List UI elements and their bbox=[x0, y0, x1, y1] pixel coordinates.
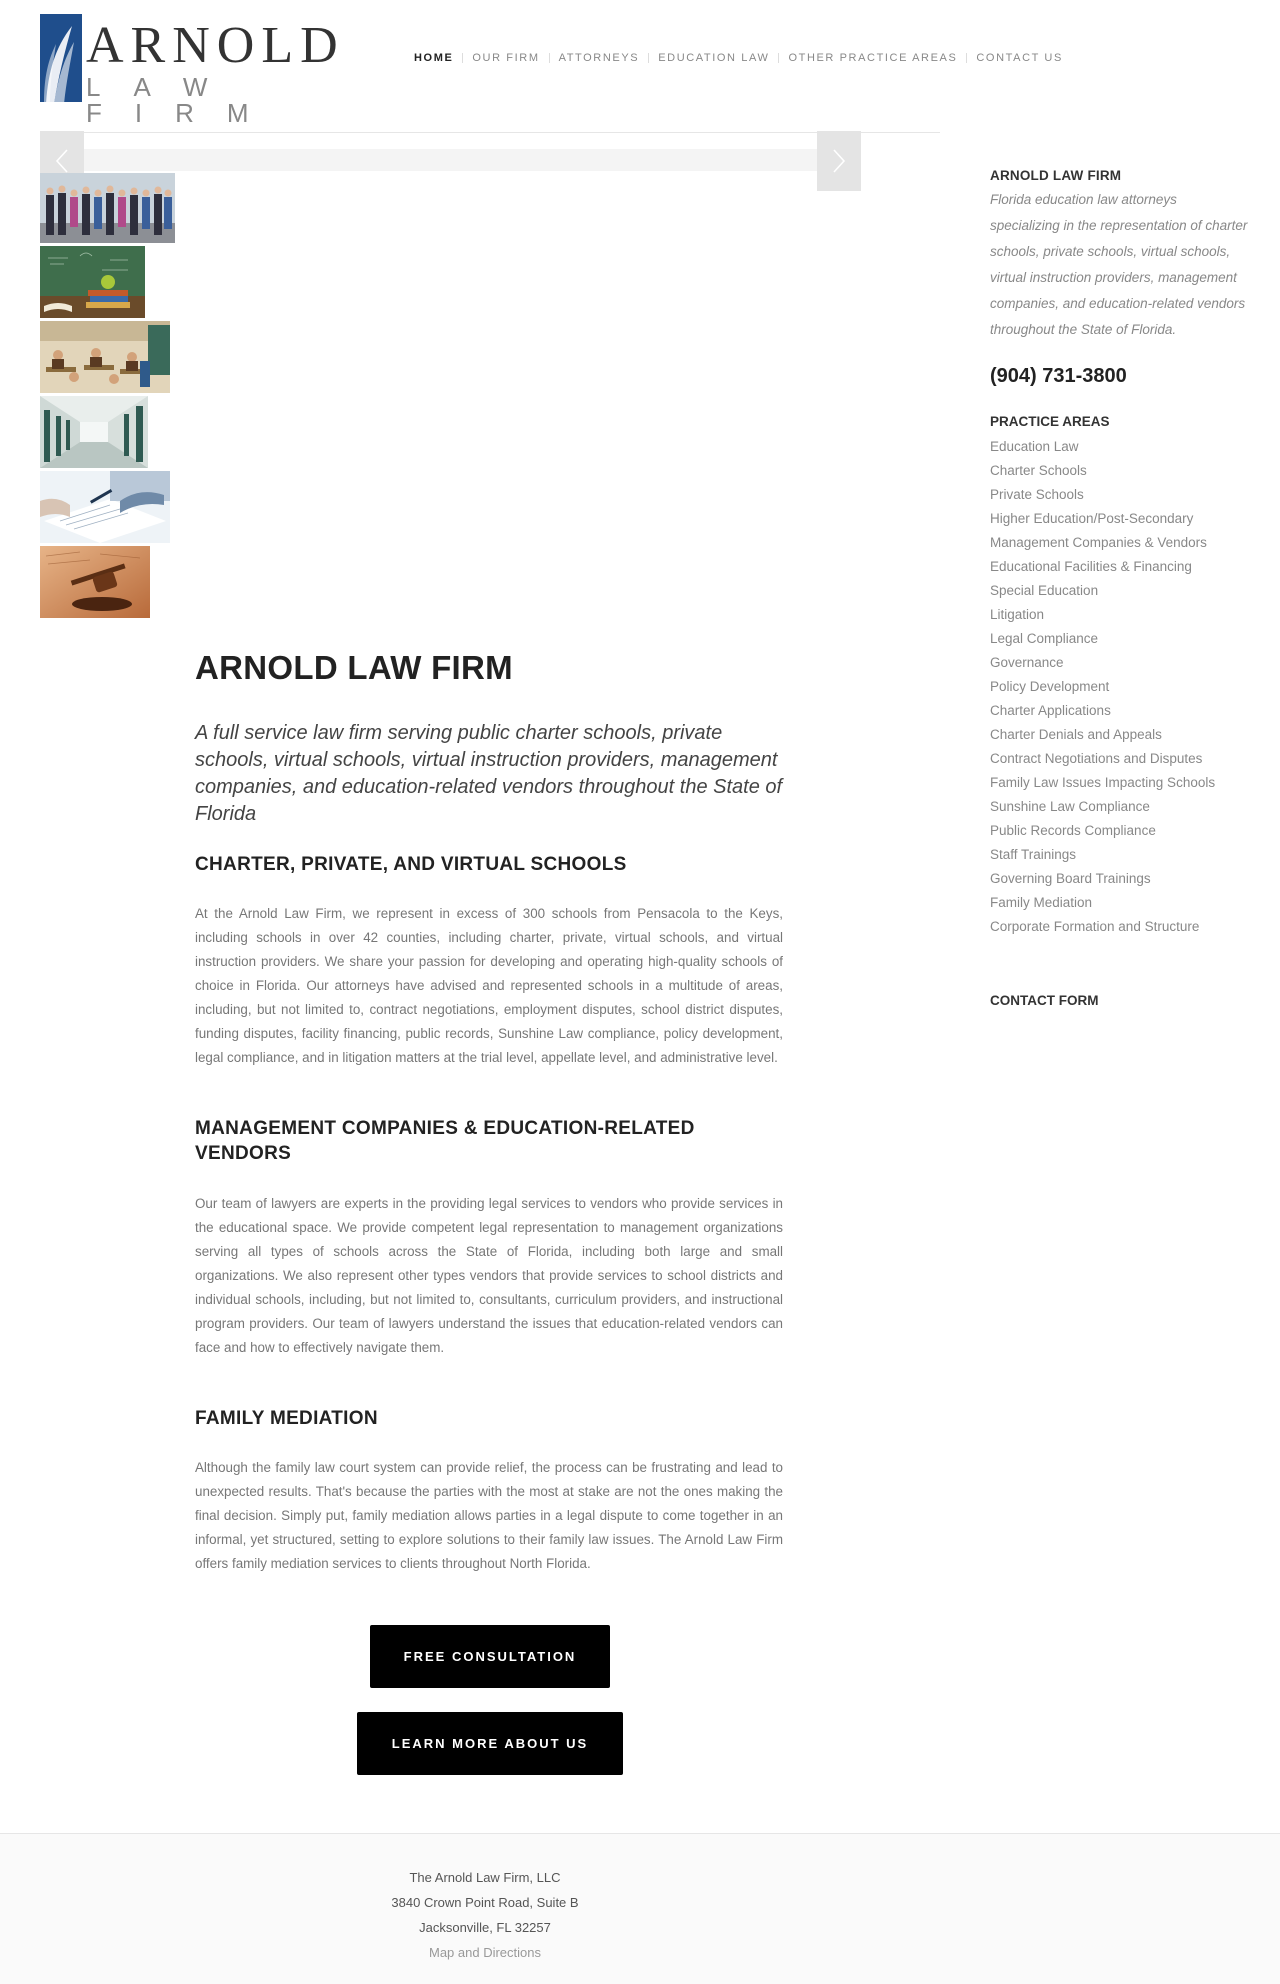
slider-progress-bar bbox=[40, 149, 860, 171]
thumbnail-chalkboard[interactable] bbox=[40, 246, 145, 318]
main-nav bbox=[414, 52, 1063, 64]
thumbnail-school-hallway[interactable] bbox=[40, 396, 148, 468]
practice-area-link[interactable]: Private Schools bbox=[990, 487, 1084, 502]
practice-area-link[interactable]: Policy Development bbox=[990, 679, 1110, 694]
header-divider bbox=[40, 132, 940, 133]
map-directions-link[interactable]: Map and Directions bbox=[429, 1945, 541, 1960]
section-heading-mediation: FAMILY MEDIATION bbox=[195, 1408, 378, 1429]
free-consultation-button[interactable]: FREE CONSULTATION bbox=[370, 1625, 610, 1688]
practice-area-link[interactable]: Contract Negotiations and Disputes bbox=[990, 751, 1203, 766]
practice-area-link[interactable]: Family Mediation bbox=[990, 895, 1093, 910]
nav-separator bbox=[462, 53, 463, 63]
nav-education-law[interactable]: EDUCATION LAW bbox=[658, 52, 770, 64]
nav-separator bbox=[648, 53, 649, 63]
practice-area-link[interactable]: Family Law Issues Impacting Schools bbox=[990, 775, 1216, 790]
page-tagline: A full service law firm serving public charter schools, private schools, virtual schools, virtual instruction providers, management companies, and education-related vendors throughout the State of Florida bbox=[195, 722, 783, 825]
site-logo[interactable] bbox=[40, 14, 370, 128]
nav-separator bbox=[966, 53, 967, 63]
slider-next-button[interactable] bbox=[817, 131, 861, 191]
practice-area-link[interactable]: Charter Applications bbox=[990, 703, 1111, 718]
section-body-mediation: Although the family law court system can provide relief, the process can be frustrating and lead to unexpected results. That's because the parties with the most at stake are not the ones making the final decision. Simply put, family mediation allows parties in a legal dispute to come together in an informal, yet structured, setting to explore solutions to their family law issues. The Arnold Law Firm offers family mediation services to clients throughout North Florida. bbox=[195, 1460, 783, 1571]
practice-area-link[interactable]: Management Companies & Vendors bbox=[990, 535, 1207, 550]
sidebar-title: ARNOLD LAW FIRM bbox=[990, 168, 1122, 183]
practice-area-link[interactable]: Governance bbox=[990, 655, 1064, 670]
practice-areas-title: PRACTICE AREAS bbox=[990, 414, 1110, 429]
practice-area-link[interactable]: Higher Education/Post-Secondary bbox=[990, 511, 1194, 526]
sidebar bbox=[990, 168, 1250, 1008]
practice-area-link[interactable]: Education Law bbox=[990, 439, 1079, 454]
practice-area-link[interactable]: Sunshine Law Compliance bbox=[990, 799, 1150, 814]
logo-feather-icon bbox=[40, 14, 82, 102]
footer-address-line1: 3840 Crown Point Road, Suite B bbox=[391, 1895, 579, 1910]
practice-area-link[interactable]: Governing Board Trainings bbox=[990, 871, 1151, 886]
thumbnail-documents[interactable] bbox=[40, 471, 170, 543]
footer-address bbox=[285, 1865, 685, 1965]
sidebar-phone[interactable]: (904) 731-3800 bbox=[990, 365, 1127, 387]
nav-separator bbox=[778, 53, 779, 63]
logo-name: ARNOLD bbox=[86, 17, 345, 74]
footer-divider bbox=[0, 1833, 1280, 1834]
chevron-right-icon bbox=[830, 148, 848, 174]
nav-separator bbox=[549, 53, 550, 63]
practice-area-link[interactable]: Staff Trainings bbox=[990, 847, 1077, 862]
site-footer bbox=[0, 1833, 1280, 1984]
practice-area-link[interactable]: Charter Denials and Appeals bbox=[990, 727, 1162, 742]
sidebar-description: Florida education law attorneys specializing in the representation of charter schools, private schools, virtual schools, virtual instruction providers, management companies, and education-related vendors throughout the State of Florida. bbox=[990, 192, 1248, 337]
footer-address-line2: Jacksonville, FL 32257 bbox=[419, 1920, 551, 1935]
nav-home[interactable]: HOME bbox=[414, 52, 454, 64]
practice-area-link[interactable]: Corporate Formation and Structure bbox=[990, 919, 1200, 934]
nav-attorneys[interactable]: ATTORNEYS bbox=[558, 52, 640, 64]
practice-area-link[interactable]: Legal Compliance bbox=[990, 631, 1099, 646]
section-heading-vendors: MANAGEMENT COMPANIES & EDUCATION-RELATED VENDORS bbox=[195, 1118, 695, 1164]
nav-our-firm[interactable]: OUR FIRM bbox=[472, 52, 540, 64]
thumbnail-group-photo[interactable] bbox=[40, 173, 175, 243]
practice-area-link[interactable]: Educational Facilities & Financing bbox=[990, 559, 1192, 574]
practice-area-link[interactable]: Special Education bbox=[990, 583, 1099, 598]
thumbnail-classroom[interactable] bbox=[40, 321, 170, 393]
contact-form-link[interactable]: CONTACT FORM bbox=[990, 993, 1099, 1008]
footer-company: The Arnold Law Firm, LLC bbox=[409, 1870, 561, 1885]
practice-areas-list bbox=[990, 435, 1250, 939]
nav-contact-us[interactable]: CONTACT US bbox=[976, 52, 1063, 64]
nav-other-practice-areas[interactable]: OTHER PRACTICE AREAS bbox=[788, 52, 958, 64]
chevron-left-icon bbox=[53, 148, 71, 174]
page-title: ARNOLD LAW FIRM bbox=[195, 649, 513, 686]
practice-area-link[interactable]: Litigation bbox=[990, 607, 1045, 622]
practice-area-link[interactable]: Public Records Compliance bbox=[990, 823, 1156, 838]
thumbnail-gavel[interactable] bbox=[40, 546, 150, 618]
practice-area-link[interactable]: Charter Schools bbox=[990, 463, 1087, 478]
learn-more-button[interactable]: LEARN MORE ABOUT US bbox=[357, 1712, 623, 1775]
logo-subtitle: LAW FIRM bbox=[86, 72, 282, 128]
section-heading-schools: CHARTER, PRIVATE, AND VIRTUAL SCHOOLS bbox=[195, 854, 627, 875]
section-body-schools: At the Arnold Law Firm, we represent in excess of 300 schools from Pensacola to the Keys, including schools in over 42 counties, including charter, private, virtual schools, and virtual instruction providers. We share your passion for developing and operating high-quality schools of choice in Florida. Our attorneys have advised and represented schools in a multitude of areas, including, but not limited to, contract negotiations, employment disputes, school district disputes, funding disputes, facility financing, public records, Sunshine Law compliance, policy development, legal compliance, and in litigation matters at the trial level, appellate level, and administrative level. bbox=[195, 906, 783, 1065]
section-body-vendors: Our team of lawyers are experts in the providing legal services to vendors who provide services in the educational space. We provide competent legal representation to management organizations serving all types of schools across the State of Florida, including both large and small organizations. We also represent other types vendors that provide services to school districts and individual schools, including, but not limited to, consultants, curriculum providers, and instructional program providers. Our team of lawyers understand the issues that education-related vendors can face and how to effectively navigate them. bbox=[195, 1196, 783, 1355]
